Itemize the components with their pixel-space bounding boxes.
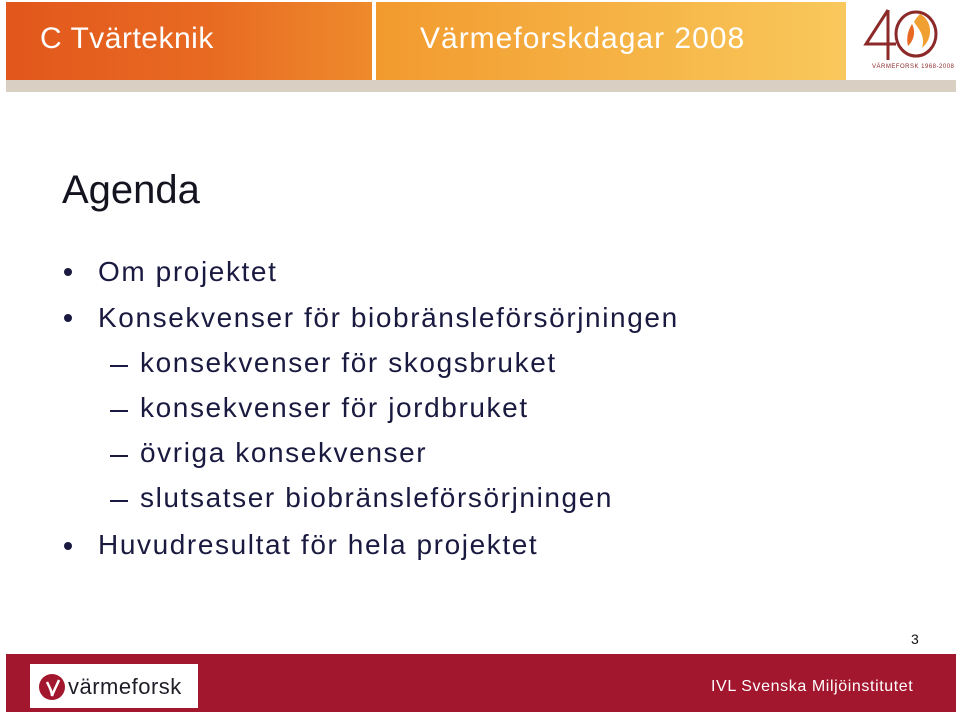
varmeforsk-logo-icon xyxy=(38,672,66,702)
page-number: 3 xyxy=(911,631,919,647)
slide-title: Agenda xyxy=(62,168,200,212)
anniversary-caption: VÄRMEFORSK 1968-2008 xyxy=(872,64,955,70)
dash-icon xyxy=(110,365,128,367)
agenda-subitem: slutsatser biobränsleförsörjningen xyxy=(140,482,614,513)
dash-icon xyxy=(110,410,128,412)
agenda-item: Huvudresultat för hela projektet xyxy=(98,529,539,560)
bullet-icon xyxy=(64,542,72,550)
session-title: C Tvärteknik xyxy=(40,22,214,55)
agenda-subitem: övriga konsekvenser xyxy=(140,437,428,468)
bullet-icon xyxy=(64,268,72,276)
footer-brand: värmeforsk xyxy=(68,674,182,699)
event-title: Värmeforskdagar 2008 xyxy=(420,22,746,55)
agenda-subitem: konsekvenser för skogsbruket xyxy=(140,347,557,378)
footer-organization: IVL Svenska Miljöinstitutet xyxy=(711,678,914,695)
bullet-icon xyxy=(64,314,72,322)
dash-icon xyxy=(110,455,128,457)
header-shadow xyxy=(6,80,956,92)
agenda-item: Om projektet xyxy=(98,256,278,287)
agenda-subitem: konsekvenser för jordbruket xyxy=(140,392,529,423)
agenda-item: Konsekvenser för biobränsleförsörjningen xyxy=(98,302,679,333)
dash-icon xyxy=(110,500,128,502)
anniversary-40-logo xyxy=(862,4,946,64)
